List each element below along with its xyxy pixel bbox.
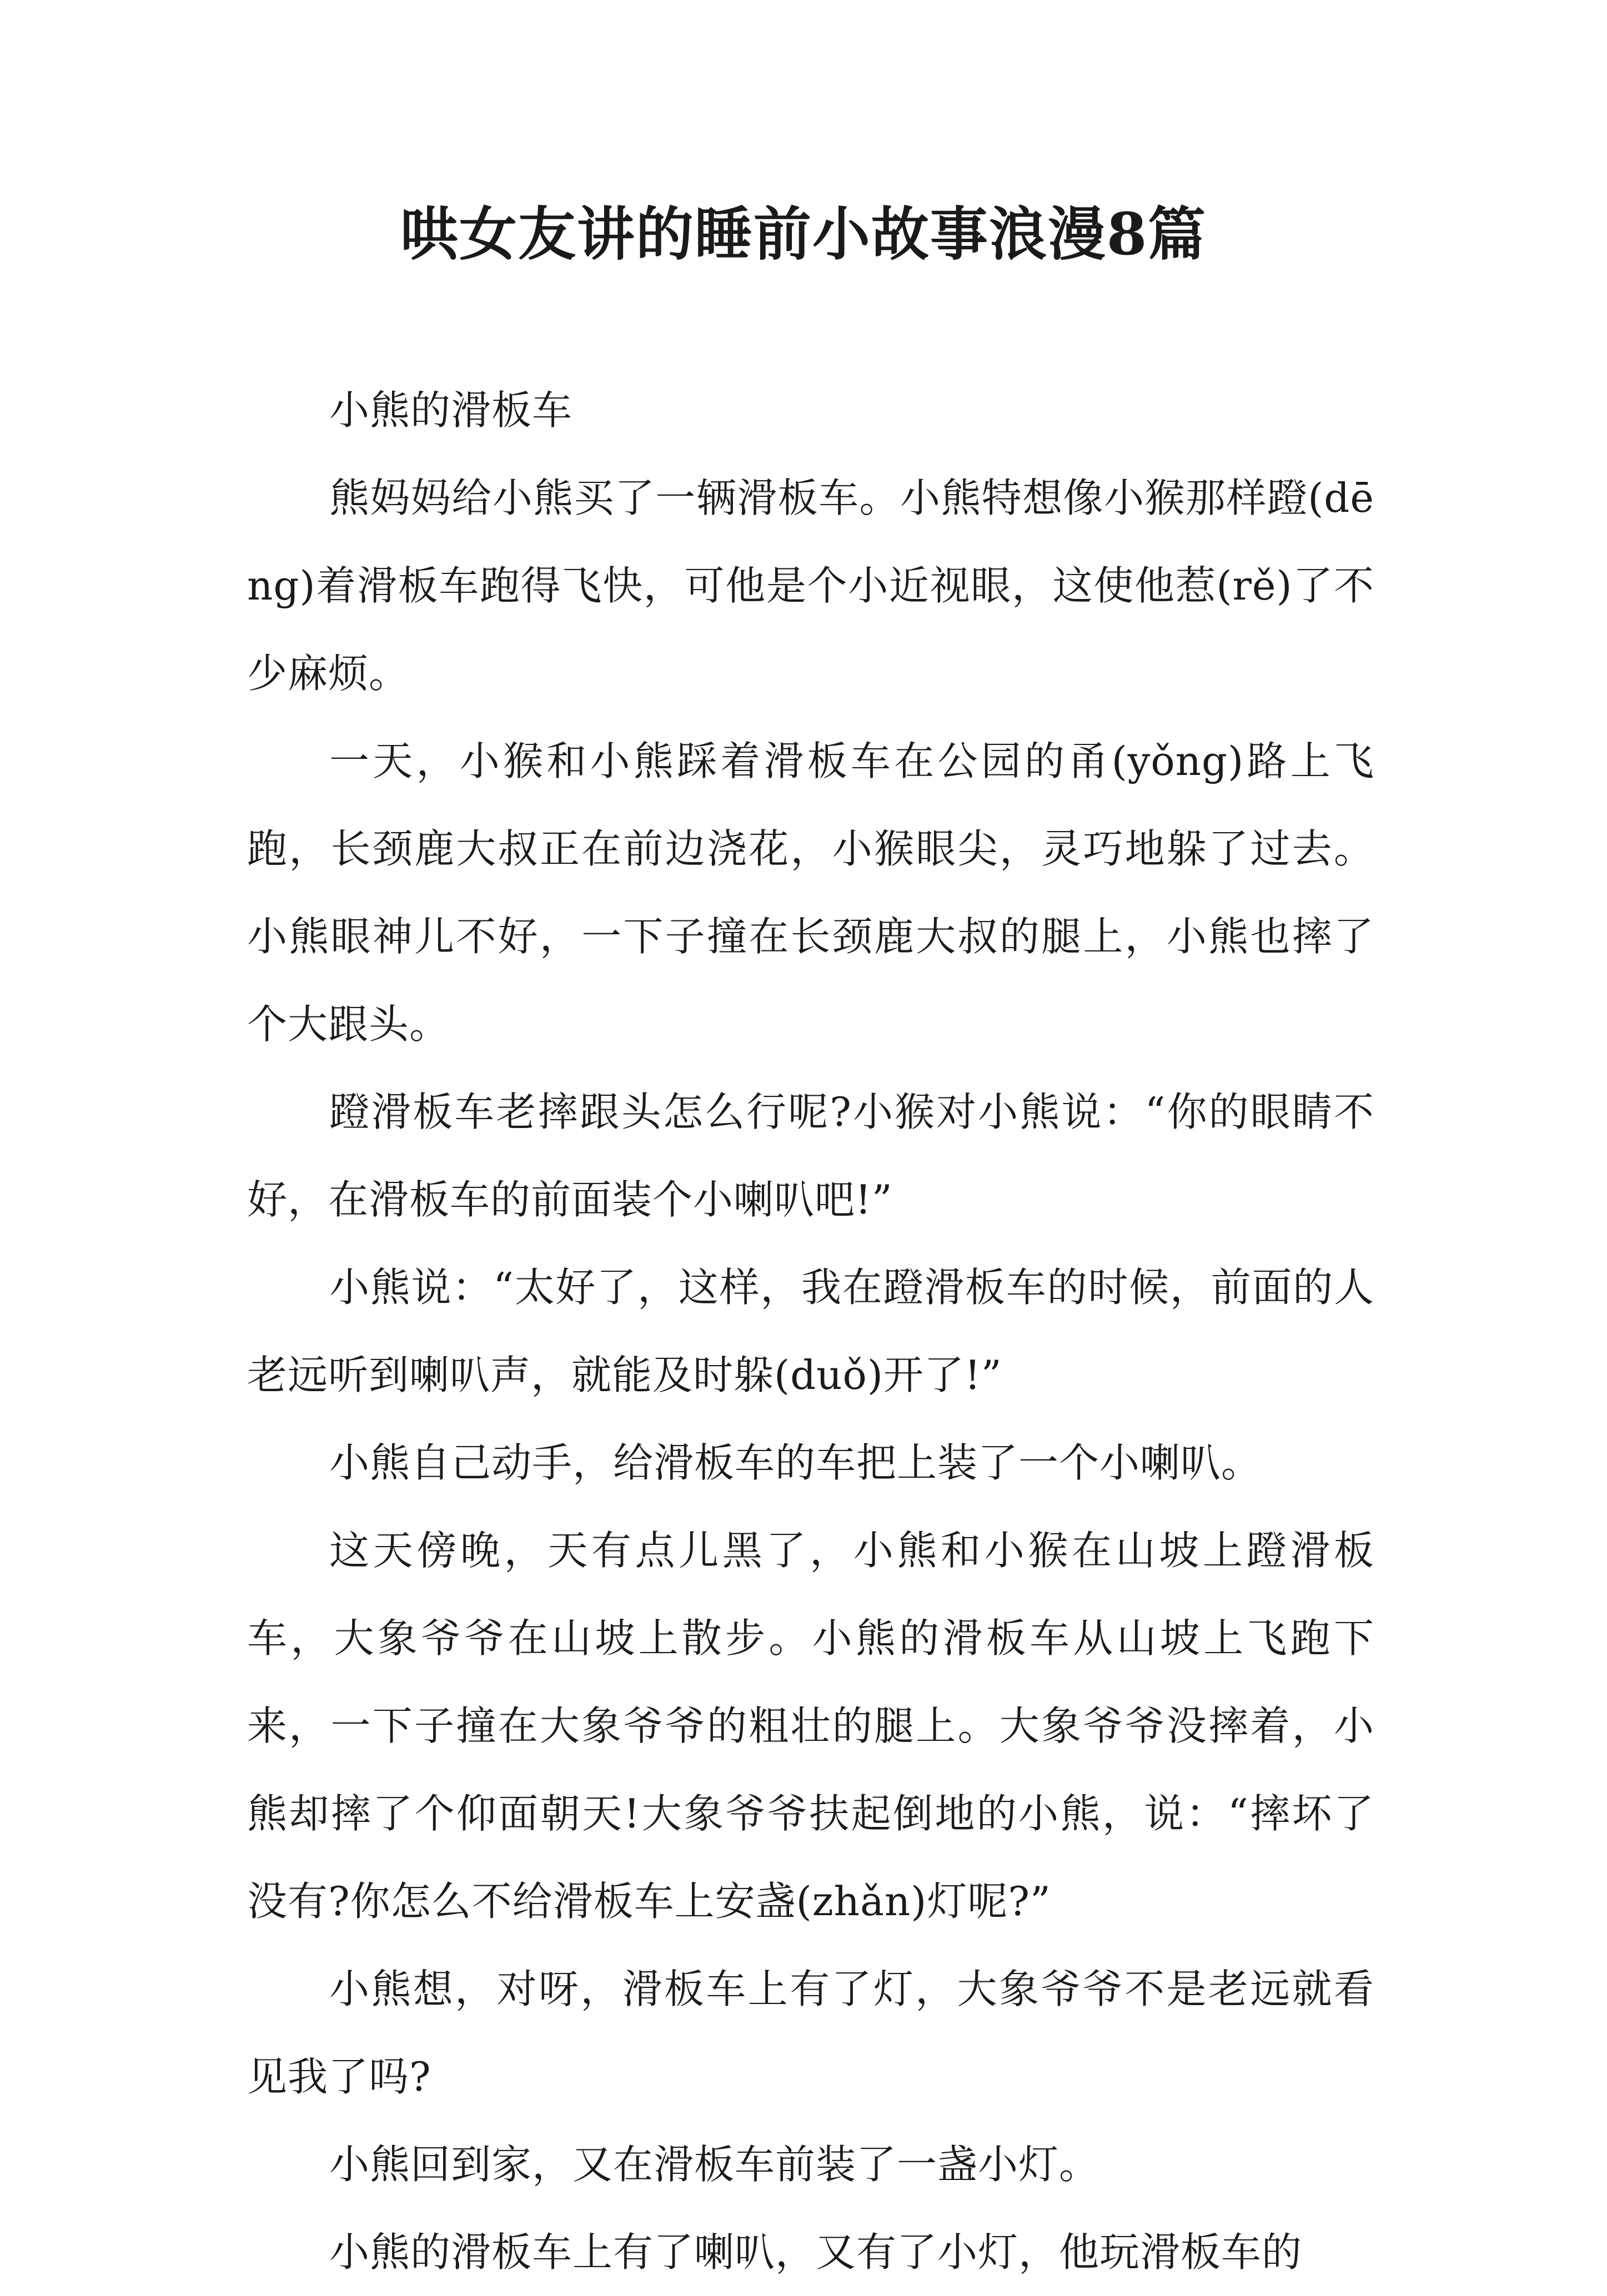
document-title: 哄女友讲的睡前小故事浪漫8篇: [400, 200, 1207, 268]
story-heading: 小熊的滑板车: [329, 387, 573, 434]
paragraph: 小熊说：“太好了，这样，我在蹬滑板车的时候，前面的人老远听到喇叭声，就能及时躲(duǒ)开了!”: [247, 1264, 1374, 1398]
paragraph: 小熊想，对呀，滑板车上有了灯，大象爷爷不是老远就看见我了吗?: [247, 1966, 1374, 2100]
paragraph: 蹬滑板车老摔跟头怎么行呢?小猴对小熊说：“你的眼睛不好，在滑板车的前面装个小喇叭吧!”: [247, 1089, 1374, 1223]
paragraph: 熊妈妈给小熊买了一辆滑板车。小熊特想像小猴那样蹬(dēng)着滑板车跑得飞快，可他是个小近视眼，这使他惹(rě)了不少麻烦。: [247, 475, 1374, 697]
paragraph: 这天傍晚，天有点儿黑了，小熊和小猴在山坡上蹬滑板车，大象爷爷在山坡上散步。小熊的滑板车从山坡上飞跑下来，一下子撞在大象爷爷的粗壮的腿上。大象爷爷没摔着，小熊却摔了个仰面朝天!大象爷爷扶起倒地的小熊，说：“摔坏了没有?你怎么不给滑板车上安盏(zhǎn)灯呢?”: [247, 1527, 1374, 1925]
paragraph: 小熊自己动手，给滑板车的车把上装了一个小喇叭。: [329, 1439, 1262, 1486]
paragraph: 小熊回到家，又在滑板车前装了一盏小灯。: [329, 2141, 1100, 2188]
document-body: [247, 366, 1374, 2296]
paragraph: 一天，小猴和小熊踩着滑板车在公园的甬(yǒng)路上飞跑，长颈鹿大叔正在前边浇花，小猴眼尖，灵巧地躲了过去。小熊眼神儿不好，一下子撞在长颈鹿大叔的腿上，小熊也摔了个大跟头。: [247, 738, 1374, 1048]
paragraph: 小熊的滑板车上有了喇叭，又有了小灯，他玩滑板车的: [329, 2229, 1303, 2275]
